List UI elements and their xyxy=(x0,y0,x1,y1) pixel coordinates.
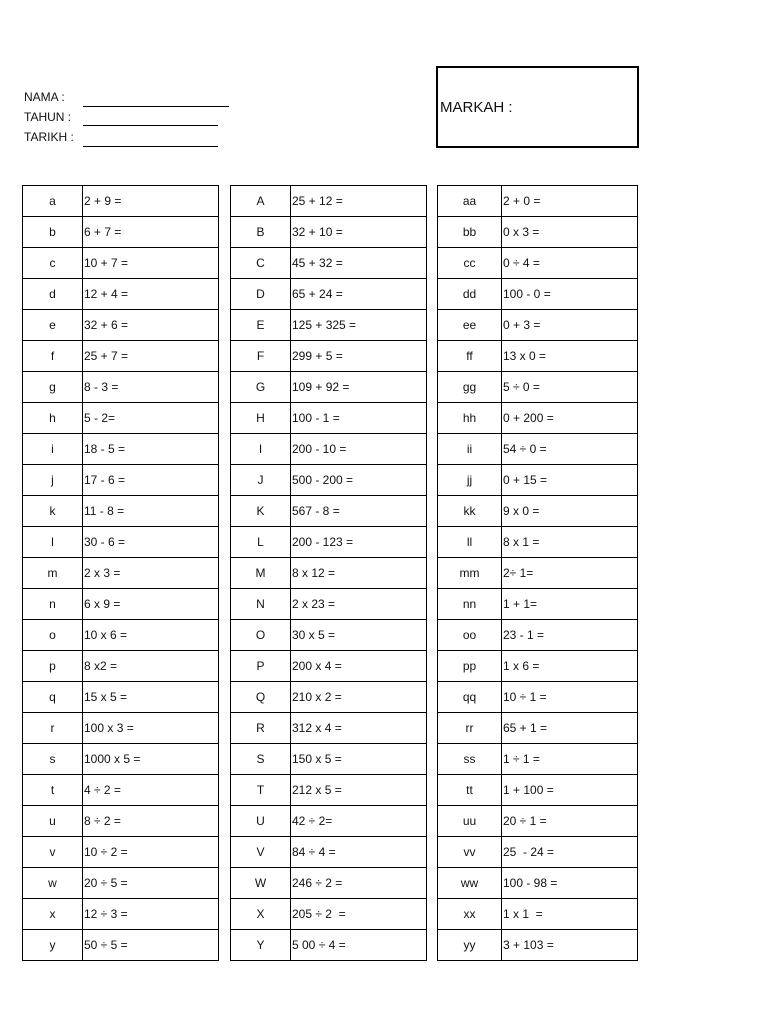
problem-equation: 12 ÷ 3 = xyxy=(83,899,219,930)
table-row xyxy=(438,899,638,930)
problem-equation: 8 ÷ 2 = xyxy=(83,806,219,837)
problem-label: P xyxy=(231,651,291,682)
problem-equation: 84 ÷ 4 = xyxy=(291,837,427,868)
problem-equation: 205 ÷ 2 = xyxy=(291,899,427,930)
problem-equation: 100 x 3 = xyxy=(83,713,219,744)
problem-label: c xyxy=(23,248,83,279)
problem-equation: 8 x 1 = xyxy=(502,527,638,558)
table-row xyxy=(23,806,219,837)
table-row xyxy=(438,682,638,713)
table-row xyxy=(231,310,427,341)
problem-label: a xyxy=(23,186,83,217)
table-row xyxy=(23,899,219,930)
problem-equation: 6 x 9 = xyxy=(83,589,219,620)
problem-equation: 1 x 6 = xyxy=(502,651,638,682)
problem-equation: 2 x 3 = xyxy=(83,558,219,589)
table-row xyxy=(438,310,638,341)
problem-equation: 18 - 5 = xyxy=(83,434,219,465)
table-row xyxy=(23,558,219,589)
problem-equation: 10 ÷ 2 = xyxy=(83,837,219,868)
table-row xyxy=(23,496,219,527)
problem-label: i xyxy=(23,434,83,465)
problem-equation: 100 - 98 = xyxy=(502,868,638,899)
table-row xyxy=(231,558,427,589)
problem-label: rr xyxy=(438,713,502,744)
table-row xyxy=(23,341,219,372)
problem-label: b xyxy=(23,217,83,248)
table-row xyxy=(438,868,638,899)
table-row xyxy=(23,527,219,558)
table-row xyxy=(23,682,219,713)
problem-equation: 109 + 92 = xyxy=(291,372,427,403)
tahun-line xyxy=(83,125,218,126)
table-row xyxy=(23,930,219,961)
table-row xyxy=(438,279,638,310)
table-row xyxy=(231,372,427,403)
problem-equation: 3 + 103 = xyxy=(502,930,638,961)
problem-label: X xyxy=(231,899,291,930)
problem-equation: 246 ÷ 2 = xyxy=(291,868,427,899)
table-row xyxy=(231,806,427,837)
table-row xyxy=(231,279,427,310)
problem-equation: 1 x 1 = xyxy=(502,899,638,930)
problem-label: xx xyxy=(438,899,502,930)
problem-label: j xyxy=(23,465,83,496)
table-row xyxy=(231,620,427,651)
problem-label: H xyxy=(231,403,291,434)
problem-equation: 20 ÷ 5 = xyxy=(83,868,219,899)
problem-equation: 30 - 6 = xyxy=(83,527,219,558)
problem-label: w xyxy=(23,868,83,899)
table-row xyxy=(23,248,219,279)
table-row xyxy=(231,496,427,527)
table-row xyxy=(231,713,427,744)
problem-label: Y xyxy=(231,930,291,961)
problem-label: dd xyxy=(438,279,502,310)
problem-equation: 150 x 5 = xyxy=(291,744,427,775)
problem-label: g xyxy=(23,372,83,403)
problem-equation: 0 + 15 = xyxy=(502,465,638,496)
problem-label: M xyxy=(231,558,291,589)
problem-equation: 17 - 6 = xyxy=(83,465,219,496)
problem-label: K xyxy=(231,496,291,527)
problem-equation: 8 x 12 = xyxy=(291,558,427,589)
problem-equation: 1 + 100 = xyxy=(502,775,638,806)
table-row xyxy=(438,930,638,961)
problem-equation: 0 ÷ 4 = xyxy=(502,248,638,279)
problem-equation: 210 x 2 = xyxy=(291,682,427,713)
table-row xyxy=(438,651,638,682)
problem-equation: 2 x 23 = xyxy=(291,589,427,620)
problem-label: G xyxy=(231,372,291,403)
problem-equation: 54 ÷ 0 = xyxy=(502,434,638,465)
table-row xyxy=(438,806,638,837)
problem-label: pp xyxy=(438,651,502,682)
problem-label: l xyxy=(23,527,83,558)
problem-label: T xyxy=(231,775,291,806)
problem-equation: 312 x 4 = xyxy=(291,713,427,744)
table-row xyxy=(438,527,638,558)
problem-label: mm xyxy=(438,558,502,589)
problem-equation: 65 + 1 = xyxy=(502,713,638,744)
problem-label: bb xyxy=(438,217,502,248)
table-row xyxy=(231,434,427,465)
problem-equation: 1 ÷ 1 = xyxy=(502,744,638,775)
problem-equation: 12 + 4 = xyxy=(83,279,219,310)
problem-equation: 50 ÷ 5 = xyxy=(83,930,219,961)
table-row xyxy=(23,217,219,248)
table-row xyxy=(231,868,427,899)
table-row xyxy=(231,248,427,279)
problem-label: N xyxy=(231,589,291,620)
worksheet-table-1 xyxy=(22,185,219,961)
problem-equation: 200 x 4 = xyxy=(291,651,427,682)
table-row xyxy=(438,744,638,775)
problem-equation: 65 + 24 = xyxy=(291,279,427,310)
problem-equation: 5 - 2= xyxy=(83,403,219,434)
problem-label: y xyxy=(23,930,83,961)
problem-label: E xyxy=(231,310,291,341)
table-row xyxy=(231,837,427,868)
table-row xyxy=(438,248,638,279)
worksheet-table-2 xyxy=(230,185,427,961)
problem-label: C xyxy=(231,248,291,279)
table-row xyxy=(438,837,638,868)
problem-equation: 23 - 1 = xyxy=(502,620,638,651)
problem-label: r xyxy=(23,713,83,744)
problem-equation: 4 ÷ 2 = xyxy=(83,775,219,806)
problem-label: d xyxy=(23,279,83,310)
problem-label: U xyxy=(231,806,291,837)
table-row xyxy=(23,620,219,651)
table-row xyxy=(231,744,427,775)
problem-equation: 25 - 24 = xyxy=(502,837,638,868)
problem-label: ee xyxy=(438,310,502,341)
table-row xyxy=(23,713,219,744)
problem-equation: 20 ÷ 1 = xyxy=(502,806,638,837)
problem-equation: 1000 x 5 = xyxy=(83,744,219,775)
problem-label: x xyxy=(23,899,83,930)
table-row xyxy=(231,527,427,558)
problem-label: cc xyxy=(438,248,502,279)
problem-equation: 0 + 3 = xyxy=(502,310,638,341)
problem-equation: 30 x 5 = xyxy=(291,620,427,651)
problem-label: m xyxy=(23,558,83,589)
problem-label: o xyxy=(23,620,83,651)
problem-label: F xyxy=(231,341,291,372)
markah-label: MARKAH : xyxy=(440,99,513,116)
problem-equation: 0 x 3 = xyxy=(502,217,638,248)
table-row xyxy=(231,341,427,372)
tahun-label: TAHUN : xyxy=(24,110,72,124)
table-row xyxy=(23,744,219,775)
problem-label: s xyxy=(23,744,83,775)
problem-label: ff xyxy=(438,341,502,372)
problem-label: jj xyxy=(438,465,502,496)
problem-label: ii xyxy=(438,434,502,465)
table-row xyxy=(438,713,638,744)
problem-label: I xyxy=(231,434,291,465)
table-row xyxy=(438,620,638,651)
problem-label: V xyxy=(231,837,291,868)
problem-label: uu xyxy=(438,806,502,837)
table-row xyxy=(438,186,638,217)
problem-label: h xyxy=(23,403,83,434)
problem-label: D xyxy=(231,279,291,310)
table-row xyxy=(23,372,219,403)
problem-equation: 2÷ 1= xyxy=(502,558,638,589)
problem-label: f xyxy=(23,341,83,372)
nama-line xyxy=(83,106,229,107)
table-row xyxy=(23,868,219,899)
problem-label: ss xyxy=(438,744,502,775)
problem-equation: 500 - 200 = xyxy=(291,465,427,496)
problem-equation: 13 x 0 = xyxy=(502,341,638,372)
worksheet-table-3 xyxy=(437,185,638,961)
problem-label: k xyxy=(23,496,83,527)
problem-label: p xyxy=(23,651,83,682)
problem-equation: 125 + 325 = xyxy=(291,310,427,341)
problem-label: O xyxy=(231,620,291,651)
problem-equation: 10 x 6 = xyxy=(83,620,219,651)
problem-label: R xyxy=(231,713,291,744)
problem-equation: 100 - 0 = xyxy=(502,279,638,310)
problem-label: hh xyxy=(438,403,502,434)
problem-equation: 5 ÷ 0 = xyxy=(502,372,638,403)
table-row xyxy=(231,465,427,496)
table-row xyxy=(231,682,427,713)
problem-equation: 5 00 ÷ 4 = xyxy=(291,930,427,961)
problem-equation: 10 + 7 = xyxy=(83,248,219,279)
problem-equation: 1 + 1= xyxy=(502,589,638,620)
problem-label: gg xyxy=(438,372,502,403)
table-row xyxy=(438,217,638,248)
table-row xyxy=(438,341,638,372)
tarikh-label: TARIKH : xyxy=(24,130,74,144)
table-row xyxy=(231,899,427,930)
table-row xyxy=(231,930,427,961)
table-row xyxy=(23,434,219,465)
table-row xyxy=(438,403,638,434)
problem-label: W xyxy=(231,868,291,899)
problem-equation: 100 - 1 = xyxy=(291,403,427,434)
problem-label: A xyxy=(231,186,291,217)
problem-label: yy xyxy=(438,930,502,961)
problem-label: J xyxy=(231,465,291,496)
problem-label: v xyxy=(23,837,83,868)
problem-equation: 15 x 5 = xyxy=(83,682,219,713)
table-row xyxy=(23,589,219,620)
table-row xyxy=(23,775,219,806)
table-row xyxy=(23,465,219,496)
problem-equation: 567 - 8 = xyxy=(291,496,427,527)
problem-equation: 32 + 10 = xyxy=(291,217,427,248)
problem-label: oo xyxy=(438,620,502,651)
problem-equation: 9 x 0 = xyxy=(502,496,638,527)
problem-label: u xyxy=(23,806,83,837)
problem-equation: 10 ÷ 1 = xyxy=(502,682,638,713)
problem-equation: 200 - 123 = xyxy=(291,527,427,558)
problem-label: qq xyxy=(438,682,502,713)
problem-equation: 45 + 32 = xyxy=(291,248,427,279)
problem-label: B xyxy=(231,217,291,248)
table-row xyxy=(438,496,638,527)
table-row xyxy=(23,837,219,868)
problem-label: e xyxy=(23,310,83,341)
problem-label: Q xyxy=(231,682,291,713)
table-row xyxy=(438,465,638,496)
table-row xyxy=(438,434,638,465)
nama-label: NAMA : xyxy=(24,90,65,104)
problem-label: q xyxy=(23,682,83,713)
problem-label: kk xyxy=(438,496,502,527)
problem-label: tt xyxy=(438,775,502,806)
table-row xyxy=(438,589,638,620)
problem-equation: 42 ÷ 2= xyxy=(291,806,427,837)
table-row xyxy=(23,279,219,310)
problem-label: ww xyxy=(438,868,502,899)
table-row xyxy=(23,310,219,341)
problem-equation: 0 + 200 = xyxy=(502,403,638,434)
problem-equation: 11 - 8 = xyxy=(83,496,219,527)
table-row xyxy=(231,186,427,217)
table-row xyxy=(23,403,219,434)
table-row xyxy=(231,403,427,434)
table-row xyxy=(438,775,638,806)
problem-label: L xyxy=(231,527,291,558)
problem-label: vv xyxy=(438,837,502,868)
table-row xyxy=(23,186,219,217)
problem-equation: 25 + 7 = xyxy=(83,341,219,372)
table-row xyxy=(231,775,427,806)
problem-equation: 299 + 5 = xyxy=(291,341,427,372)
problem-equation: 8 x2 = xyxy=(83,651,219,682)
problem-label: aa xyxy=(438,186,502,217)
problem-equation: 6 + 7 = xyxy=(83,217,219,248)
problem-equation: 2 + 0 = xyxy=(502,186,638,217)
problem-label: ll xyxy=(438,527,502,558)
table-row xyxy=(231,589,427,620)
table-row xyxy=(231,217,427,248)
problem-equation: 32 + 6 = xyxy=(83,310,219,341)
table-row xyxy=(231,651,427,682)
problem-equation: 8 - 3 = xyxy=(83,372,219,403)
table-row xyxy=(438,372,638,403)
table-row xyxy=(438,558,638,589)
markah-box xyxy=(436,66,639,148)
problem-label: nn xyxy=(438,589,502,620)
problem-label: n xyxy=(23,589,83,620)
tarikh-line xyxy=(83,146,218,147)
problem-label: S xyxy=(231,744,291,775)
problem-equation: 2 + 9 = xyxy=(83,186,219,217)
problem-equation: 200 - 10 = xyxy=(291,434,427,465)
problem-equation: 25 + 12 = xyxy=(291,186,427,217)
problem-label: t xyxy=(23,775,83,806)
table-row xyxy=(23,651,219,682)
problem-equation: 212 x 5 = xyxy=(291,775,427,806)
